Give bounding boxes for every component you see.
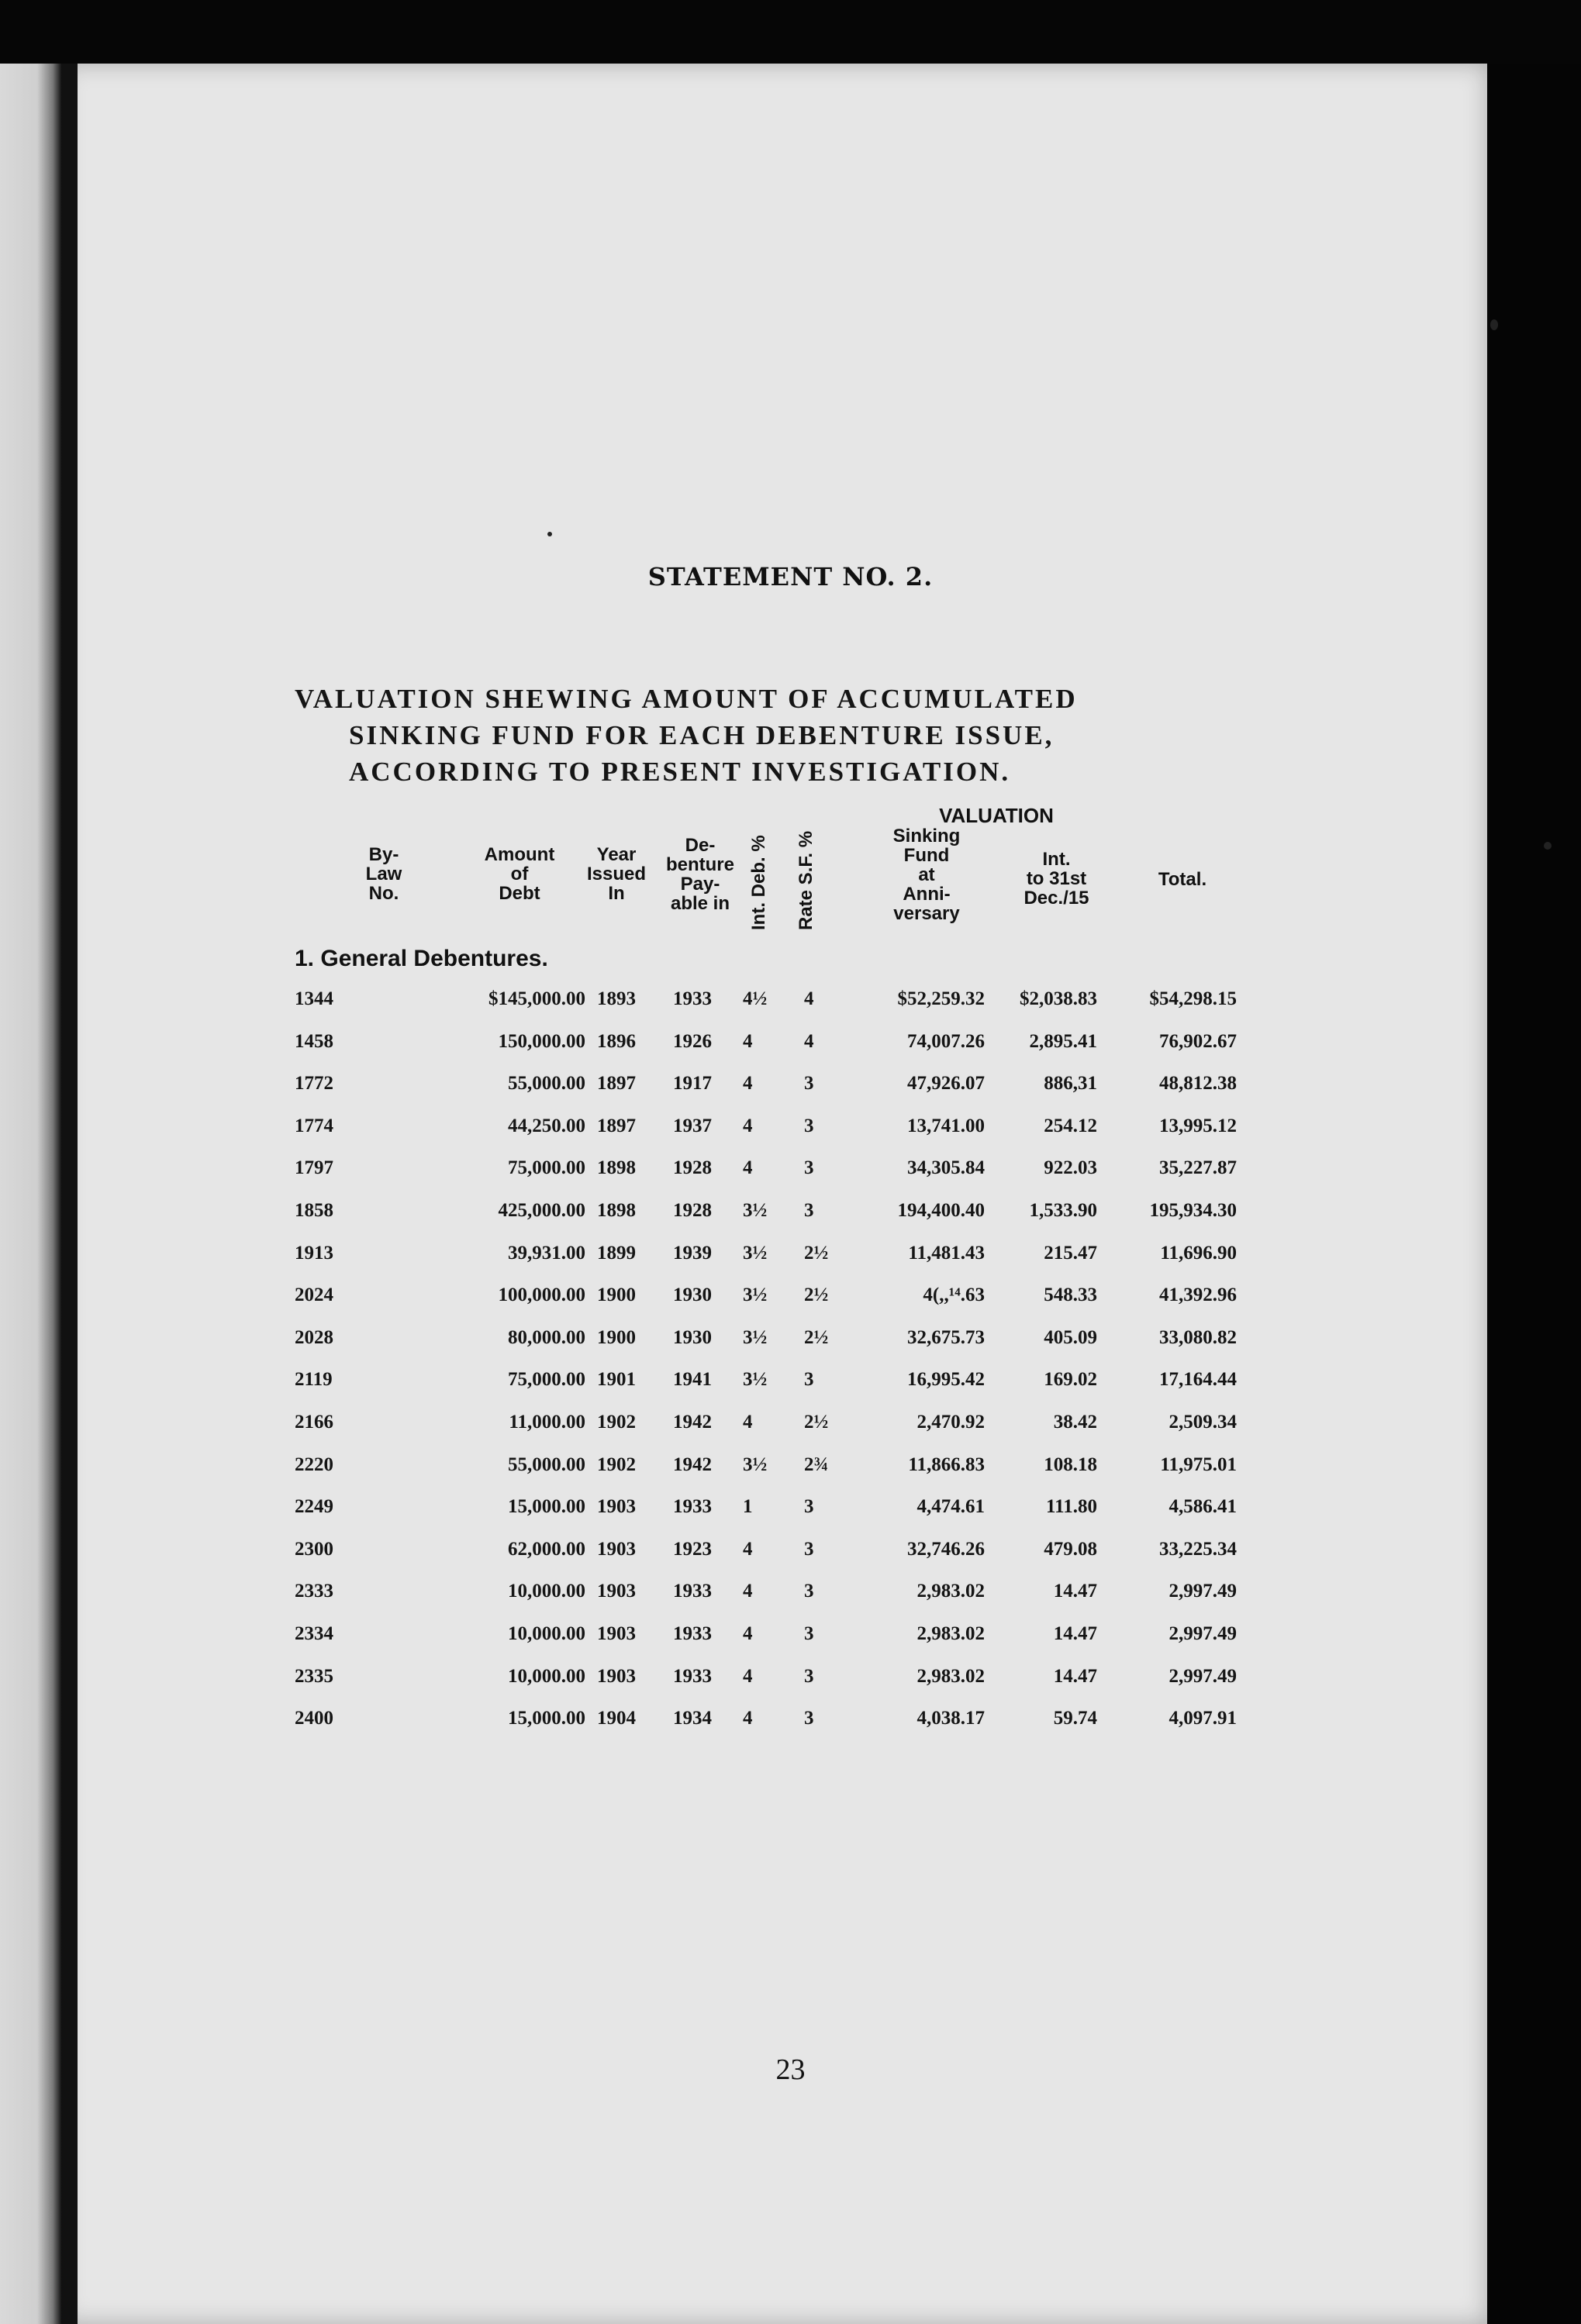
cell-year: 1903 <box>597 1538 636 1560</box>
table-row <box>0 1708 1581 1750</box>
header-rate-sf: Rate S.F. % <box>796 830 816 930</box>
cell-rate: 3 <box>804 1115 814 1136</box>
header-text: Sinking <box>892 826 961 847</box>
cell-payable: 1933 <box>673 1623 712 1644</box>
cell-payable: 1930 <box>673 1284 712 1306</box>
cell-rate: 3 <box>804 1073 814 1095</box>
cell-payable: 1941 <box>673 1369 712 1391</box>
header-text: Debt <box>499 883 540 904</box>
cell-year: 1903 <box>597 1665 636 1687</box>
cell-bylaw: 2300 <box>295 1538 333 1560</box>
table-row <box>0 1454 1581 1496</box>
header-int-deb: Int. Deb. % <box>748 835 769 930</box>
cell-year: 1903 <box>597 1623 636 1644</box>
cell-payable: 1937 <box>673 1115 712 1136</box>
header-text: at <box>918 864 935 885</box>
page-number: 23 <box>775 2053 806 2086</box>
cell-total: 2,997.49 <box>1168 1581 1237 1602</box>
cell-rate: 3 <box>804 1369 814 1391</box>
cell-int: 3½ <box>743 1200 768 1221</box>
cell-amount: $145,000.00 <box>488 988 585 1009</box>
section-title: 1. General Debentures. <box>295 946 548 971</box>
table-row <box>0 1284 1581 1326</box>
cell-int: 4 <box>743 1030 753 1052</box>
cell-payable: 1923 <box>673 1538 712 1560</box>
cell-payable: 1928 <box>673 1157 712 1179</box>
cell-bylaw: 2119 <box>295 1369 333 1391</box>
cell-sinking: 47,926.07 <box>907 1073 985 1095</box>
cell-bylaw: 2220 <box>295 1453 333 1475</box>
cell-amount: 10,000.00 <box>508 1665 585 1687</box>
cell-sinking: 11,866.83 <box>908 1453 985 1475</box>
header-text: Amount <box>484 844 555 865</box>
cell-sinking: 2,983.02 <box>916 1581 985 1602</box>
cell-int: 4 <box>743 1538 753 1560</box>
cell-payable: 1926 <box>673 1030 712 1052</box>
cell-payable: 1928 <box>673 1200 712 1221</box>
cell-total: 35,227.87 <box>1159 1157 1237 1179</box>
cell-int: 3½ <box>743 1453 768 1475</box>
header-text: De- <box>685 835 716 856</box>
cell-int: 1 <box>743 1496 753 1518</box>
cell-amount: 10,000.00 <box>508 1623 585 1644</box>
table-row <box>0 1073 1581 1115</box>
cell-bylaw: 2028 <box>295 1326 333 1348</box>
cell-bylaw: 2400 <box>295 1708 333 1729</box>
cell-int-to: 215.47 <box>1044 1242 1097 1264</box>
header-text: Law <box>365 864 402 884</box>
cell-rate: 3 <box>804 1665 814 1687</box>
cell-total: 17,164.44 <box>1159 1369 1237 1391</box>
cell-total: 11,696.90 <box>1160 1242 1237 1264</box>
cell-int-to: $2,038.83 <box>1020 988 1097 1009</box>
header-text: to 31st <box>1026 868 1087 889</box>
cell-sinking: 34,305.84 <box>907 1157 985 1179</box>
cell-amount: 425,000.00 <box>498 1200 585 1221</box>
cell-rate: 2½ <box>804 1412 829 1433</box>
cell-sinking: 11,481.43 <box>908 1242 985 1264</box>
cell-rate: 2½ <box>804 1326 829 1348</box>
cell-rate: 2¾ <box>804 1453 829 1475</box>
table-row <box>0 1243 1581 1284</box>
cell-payable: 1933 <box>673 1496 712 1518</box>
cell-int-to: 405.09 <box>1044 1326 1097 1348</box>
cell-int-to: 1,533.90 <box>1029 1200 1097 1221</box>
cell-sinking: 2,983.02 <box>916 1665 985 1687</box>
cell-int: 4½ <box>743 988 768 1009</box>
cell-int-to: 2,895.41 <box>1029 1030 1097 1052</box>
header-total: Total. <box>1158 869 1207 890</box>
table-row <box>0 1666 1581 1708</box>
cell-rate: 3 <box>804 1708 814 1729</box>
cell-total: 2,509.34 <box>1168 1412 1237 1433</box>
header-year <box>578 845 655 903</box>
cell-rate: 3 <box>804 1581 814 1602</box>
cell-amount: 100,000.00 <box>498 1284 585 1306</box>
cell-sinking: $52,259.32 <box>897 988 985 1009</box>
table-row <box>0 1496 1581 1538</box>
cell-rate: 2½ <box>804 1284 829 1306</box>
cell-sinking: 4,038.17 <box>916 1708 985 1729</box>
cell-year: 1904 <box>597 1708 636 1729</box>
cell-year: 1897 <box>597 1115 636 1136</box>
cell-sinking: 16,995.42 <box>907 1369 985 1391</box>
cell-payable: 1942 <box>673 1412 712 1433</box>
header-text: Int. <box>1042 849 1071 870</box>
cell-total: 41,392.96 <box>1159 1284 1237 1306</box>
cell-int-to: 38.42 <box>1053 1412 1097 1433</box>
cell-year: 1897 <box>597 1073 636 1095</box>
cell-bylaw: 1458 <box>295 1030 333 1052</box>
table-row <box>0 1623 1581 1665</box>
header-text: Pay- <box>680 874 720 895</box>
cell-int-to: 14.47 <box>1053 1665 1097 1687</box>
cell-amount: 55,000.00 <box>508 1073 585 1095</box>
cell-bylaw: 2024 <box>295 1284 333 1306</box>
cell-int: 4 <box>743 1115 753 1136</box>
cell-bylaw: 1858 <box>295 1200 333 1221</box>
header-payable <box>658 836 743 913</box>
header-text: By- <box>368 844 399 865</box>
cell-total: 33,080.82 <box>1159 1326 1237 1348</box>
cell-sinking: 13,741.00 <box>907 1115 985 1136</box>
cell-total: 2,997.49 <box>1168 1665 1237 1687</box>
cell-rate: 3 <box>804 1157 814 1179</box>
cell-sinking: 4(,,¹⁴.63 <box>923 1284 985 1306</box>
cell-total: $54,298.15 <box>1149 988 1237 1009</box>
cell-payable: 1930 <box>673 1326 712 1348</box>
cell-amount: 15,000.00 <box>508 1708 585 1729</box>
header-amount <box>469 845 570 903</box>
cell-int: 3½ <box>743 1369 768 1391</box>
table-row <box>0 1539 1581 1581</box>
cell-rate: 3 <box>804 1623 814 1644</box>
cell-amount: 75,000.00 <box>508 1157 585 1179</box>
statement-title: STATEMENT NO. 2. <box>647 562 934 591</box>
cell-payable: 1933 <box>673 988 712 1009</box>
table-row <box>0 1581 1581 1622</box>
cell-amount: 44,250.00 <box>508 1115 585 1136</box>
cell-sinking: 2,983.02 <box>916 1623 985 1644</box>
table-row <box>0 988 1581 1030</box>
cell-amount: 15,000.00 <box>508 1496 585 1518</box>
cell-sinking: 74,007.26 <box>907 1030 985 1052</box>
cell-amount: 11,000.00 <box>509 1412 585 1433</box>
cell-payable: 1933 <box>673 1581 712 1602</box>
cell-year: 1896 <box>597 1030 636 1052</box>
cell-bylaw: 2333 <box>295 1581 333 1602</box>
cell-year: 1900 <box>597 1326 636 1348</box>
header-text: able in <box>670 893 730 914</box>
cell-int: 4 <box>743 1412 753 1433</box>
cell-total: 11,975.01 <box>1160 1453 1237 1475</box>
cell-int-to: 254.12 <box>1044 1115 1097 1136</box>
dust-speck <box>1544 842 1552 850</box>
header-text: Year <box>596 844 637 865</box>
table-row <box>0 1031 1581 1073</box>
cell-total: 195,934.30 <box>1149 1200 1237 1221</box>
cell-int-to: 108.18 <box>1044 1453 1097 1475</box>
cell-bylaw: 2249 <box>295 1496 333 1518</box>
cell-bylaw: 1774 <box>295 1115 333 1136</box>
cell-year: 1893 <box>597 988 636 1009</box>
cell-bylaw: 1344 <box>295 988 333 1009</box>
header-text: Issued <box>586 864 647 884</box>
cell-bylaw: 2166 <box>295 1412 333 1433</box>
cell-int: 3½ <box>743 1242 768 1264</box>
table-row <box>0 1200 1581 1242</box>
table-row <box>0 1327 1581 1369</box>
header-text: Dec./15 <box>1024 888 1089 909</box>
header-text: benture <box>665 854 734 875</box>
cell-int-to: 886,31 <box>1044 1073 1097 1095</box>
cell-sinking: 32,746.26 <box>907 1538 985 1560</box>
cell-int: 3½ <box>743 1284 768 1306</box>
cell-bylaw: 2335 <box>295 1665 333 1687</box>
cell-rate: 3 <box>804 1496 814 1518</box>
cell-int-to: 59.74 <box>1053 1708 1097 1729</box>
cell-year: 1898 <box>597 1200 636 1221</box>
cell-amount: 10,000.00 <box>508 1581 585 1602</box>
subtitle-line: VALUATION SHEWING AMOUNT OF ACCUMULATED <box>295 684 1078 714</box>
cell-int-to: 14.47 <box>1053 1581 1097 1602</box>
cell-int-to: 479.08 <box>1044 1538 1097 1560</box>
cell-int-to: 548.33 <box>1044 1284 1097 1306</box>
cell-rate: 3 <box>804 1538 814 1560</box>
cell-amount: 75,000.00 <box>508 1369 585 1391</box>
table-row <box>0 1412 1581 1453</box>
cell-payable: 1939 <box>673 1242 712 1264</box>
table-row <box>0 1157 1581 1199</box>
cell-rate: 4 <box>804 988 814 1009</box>
header-bylaw <box>357 845 411 903</box>
cell-rate: 2½ <box>804 1242 829 1264</box>
header-text: No. <box>368 883 399 904</box>
cell-bylaw: 1913 <box>295 1242 333 1264</box>
statement-subtitle <box>295 681 1241 790</box>
header-sinking <box>876 826 977 923</box>
cell-total: 33,225.34 <box>1159 1538 1237 1560</box>
cell-sinking: 32,675.73 <box>907 1326 985 1348</box>
cell-int: 4 <box>743 1708 753 1729</box>
header-text: In <box>608 883 625 904</box>
header-text: versary <box>893 903 960 924</box>
cell-year: 1900 <box>597 1284 636 1306</box>
cell-bylaw: 1772 <box>295 1073 333 1095</box>
cell-int: 4 <box>743 1157 753 1179</box>
header-int-to <box>1008 850 1105 908</box>
cell-payable: 1933 <box>673 1665 712 1687</box>
cell-rate: 4 <box>804 1030 814 1052</box>
cell-amount: 39,931.00 <box>508 1242 585 1264</box>
cell-int: 4 <box>743 1073 753 1095</box>
cell-year: 1903 <box>597 1581 636 1602</box>
cell-total: 4,586.41 <box>1168 1496 1237 1518</box>
cell-bylaw: 1797 <box>295 1157 333 1179</box>
dust-speck <box>547 532 552 536</box>
cell-total: 13,995.12 <box>1159 1115 1237 1136</box>
cell-sinking: 2,470.92 <box>916 1412 985 1433</box>
cell-year: 1902 <box>597 1453 636 1475</box>
cell-int-to: 169.02 <box>1044 1369 1097 1391</box>
cell-payable: 1917 <box>673 1073 712 1095</box>
cell-year: 1903 <box>597 1496 636 1518</box>
table-row <box>0 1115 1581 1157</box>
cell-year: 1898 <box>597 1157 636 1179</box>
cell-rate: 3 <box>804 1200 814 1221</box>
table-row <box>0 1369 1581 1411</box>
cell-year: 1901 <box>597 1369 636 1391</box>
cell-total: 2,997.49 <box>1168 1623 1237 1644</box>
cell-amount: 62,000.00 <box>508 1538 585 1560</box>
subtitle-line: ACCORDING TO PRESENT INVESTIGATION. <box>349 757 1011 787</box>
cell-amount: 80,000.00 <box>508 1326 585 1348</box>
cell-int: 4 <box>743 1581 753 1602</box>
header-text: Anni- <box>903 884 951 905</box>
cell-total: 48,812.38 <box>1159 1073 1237 1095</box>
cell-year: 1899 <box>597 1242 636 1264</box>
header-text: Fund <box>903 845 950 866</box>
header-valuation: VALUATION <box>939 804 1054 827</box>
cell-int-to: 111.80 <box>1046 1496 1097 1518</box>
cell-int-to: 922.03 <box>1044 1157 1097 1179</box>
cell-sinking: 194,400.40 <box>897 1200 985 1221</box>
cell-amount: 150,000.00 <box>498 1030 585 1052</box>
cell-total: 4,097.91 <box>1168 1708 1237 1729</box>
cell-amount: 55,000.00 <box>508 1453 585 1475</box>
cell-int: 4 <box>743 1623 753 1644</box>
dust-speck <box>1490 319 1498 330</box>
cell-payable: 1942 <box>673 1453 712 1475</box>
header-text: of <box>510 864 529 884</box>
cell-sinking: 4,474.61 <box>916 1496 985 1518</box>
cell-int: 4 <box>743 1665 753 1687</box>
cell-int: 3½ <box>743 1326 768 1348</box>
cell-int-to: 14.47 <box>1053 1623 1097 1644</box>
cell-payable: 1934 <box>673 1708 712 1729</box>
subtitle-line: SINKING FUND FOR EACH DEBENTURE ISSUE, <box>349 720 1055 750</box>
cell-year: 1902 <box>597 1412 636 1433</box>
cell-bylaw: 2334 <box>295 1623 333 1644</box>
cell-total: 76,902.67 <box>1159 1030 1237 1052</box>
